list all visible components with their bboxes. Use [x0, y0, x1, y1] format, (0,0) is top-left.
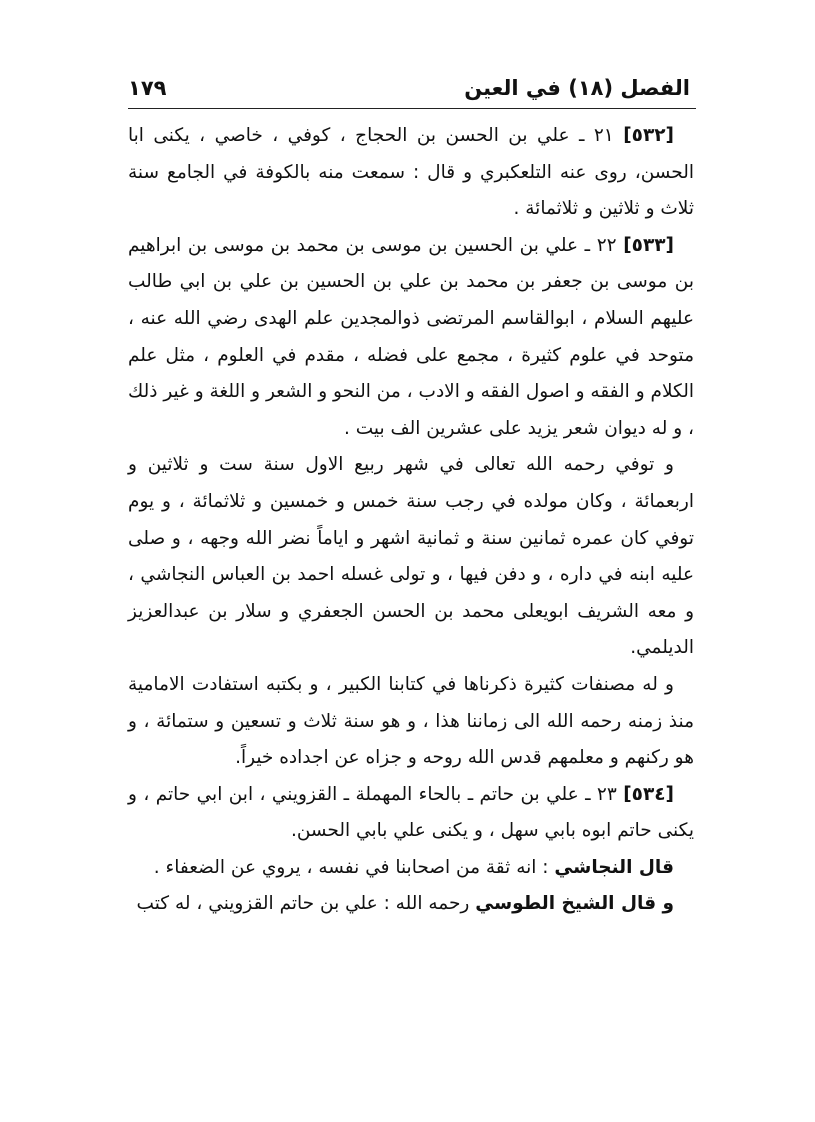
death-paragraph: و توفي رحمه الله تعالى في شهر ربيع الاول سنة ست و ثلاثين و اربعمائة ، وكان مولده في رجب سنة خمس و خمسين و ثلاثمائة ، و يوم توفي كان عمره ثمانين سنة و ثمانية اشهر و اياماً نضر الله وجهه ، و صلى عليه ابنه في داره ، و دفن فيها ، و تولى غسله احمد بن العباس النجاشي ، و معه الشريف ابويعلى محمد بن الحسن الجعفري و سلار بن عبدالعزيز الديلمي.	[128, 454, 694, 659]
entry-text: ٢٣ ـ علي بن حاتم ـ بالحاء المهملة ـ القزويني ، ابن ابي حاتم ، و يكنى حاتم ابوه بابي سهل ، و يكنى علي بابي الحسن.	[128, 783, 694, 842]
najashi-lead: قال النجاشي	[554, 856, 674, 878]
chapter-title: الفصل (١٨) في العين	[464, 76, 690, 100]
najashi-text: : انه ثقة من اصحابنا في نفسه ، يروي عن الضعفاء .	[153, 856, 555, 878]
tusi-paragraph	[128, 886, 694, 923]
entry-ref: [٥٣٢]	[623, 125, 674, 146]
tusi-lead: و قال الشيخ الطوسي	[475, 893, 674, 915]
page-body	[128, 118, 694, 923]
entry-text: ٢٢ ـ علي بن الحسين بن موسى بن محمد بن موسى بن ابراهيم بن موسى بن جعفر بن محمد بن علي بن الحسين بن علي بن ابي طالب عليهم السلام ، ابوالقاسم المرتضى ذوالمجدين علم الهدى رضي الله عنه ، متوحد في علوم كثيرة ، مجمع على فضله ، مقدم في العلوم ، مثل علم الكلام و الفقه و اصول الفقه و الادب ، من النحو و الشعر و اللغة و غير ذلك ، و له ديوان شعر يزيد على عشرين الف بيت .	[128, 234, 694, 439]
page-header	[128, 66, 690, 106]
works-paragraph: و له مصنفات كثيرة ذكرناها في كتابنا الكبير ، و بكتبه استفادت الامامية منذ زمنه رحمه الله الى زماننا هذا ، و هو سنة ثلاث و تسعين و ستمائة ، و هو ركنهم و معلمهم قدس الله روحه و جزاه عن اجداده خيراً.	[128, 673, 694, 769]
page-number: ١٧٩	[128, 76, 167, 100]
najashi-paragraph	[128, 850, 694, 887]
entry-ref: [٥٣٤]	[623, 783, 674, 805]
entry-532	[128, 118, 694, 228]
entry-text: ٢١ ـ علي بن الحسن بن الحجاج ، كوفي ، خاصي ، يكنى ابا الحسن، روى عنه التلعكبري و قال : سمعت منه بالكوفة في الجامع سنة ثلاث و ثلاثين و ثلاثمائة .	[128, 125, 694, 220]
tusi-text: رحمه الله : علي بن حاتم القزويني ، له كتب	[136, 893, 476, 915]
header-rule	[128, 108, 696, 109]
entry-ref: [٥٣٣]	[623, 234, 675, 256]
entry-533	[128, 228, 694, 448]
entry-534	[128, 777, 694, 850]
